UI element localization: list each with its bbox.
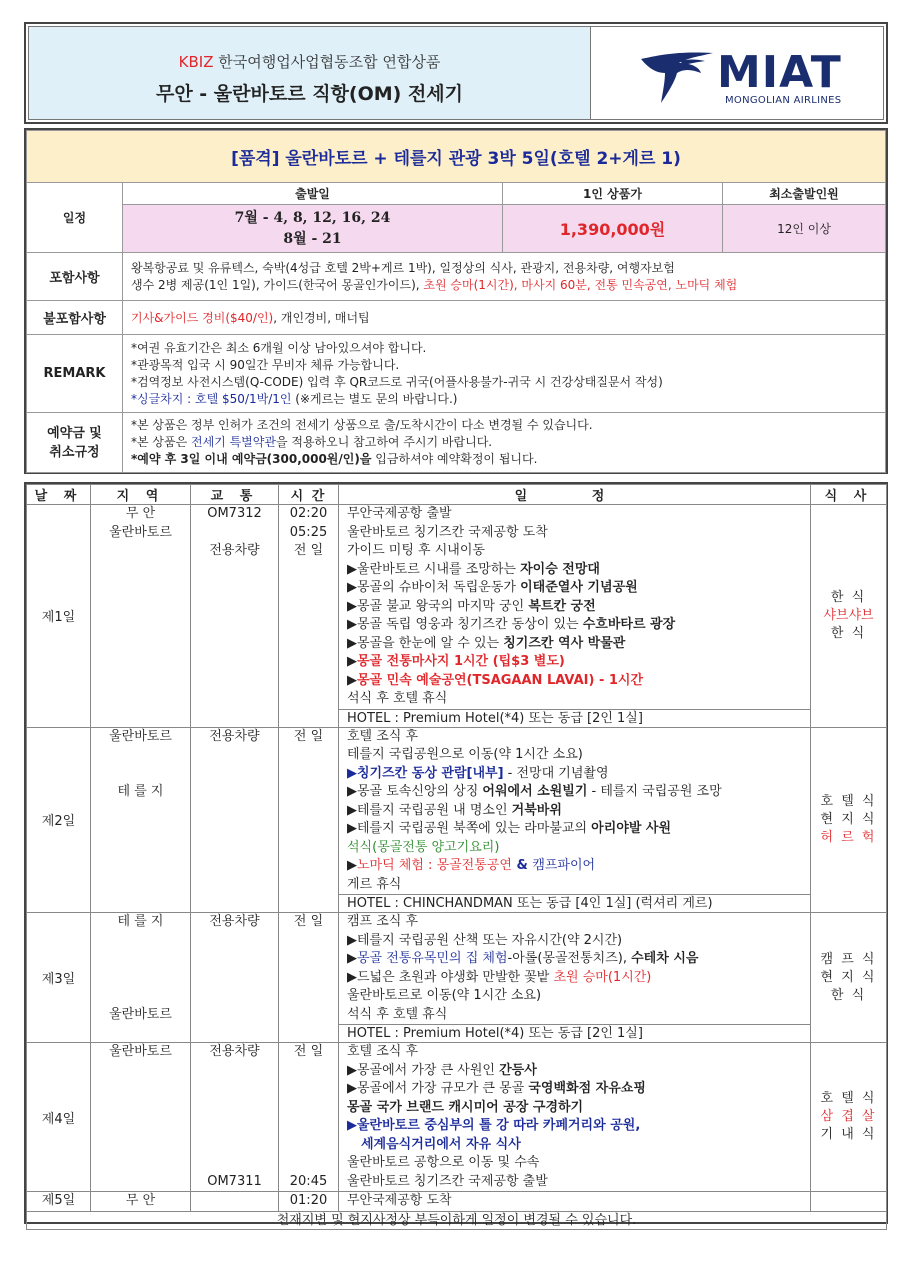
day-1-item-11: 석식 후 호텔 휴식 (347, 691, 448, 706)
deposit-rule: *예약 후 3일 이내 예약금(300,000원/인)을 (131, 452, 372, 466)
header-title-panel (29, 27, 591, 119)
day-2-item-4-a: ▶몽골 토속신앙의 상징 (347, 784, 483, 799)
schedule-row (27, 205, 886, 253)
price-value: 1,390,000원 (503, 205, 723, 253)
special-terms: 전세기 특별약관 (191, 435, 276, 449)
day-3-item-3 (339, 950, 810, 969)
header-frame (28, 26, 884, 120)
day-3-item-5: 울란바토르로 이동(약 1시간 소요) (347, 988, 542, 1003)
day-4-time-blank-1 (279, 1062, 338, 1081)
col-schedule: 일 정 (339, 485, 811, 505)
day-2-schedule (339, 727, 811, 913)
itinerary-table (26, 484, 887, 1230)
schedule-label: 일정 (27, 183, 123, 253)
deposit-rule-rest: 입금하셔야 예약확정이 됩니다. (371, 452, 538, 466)
included-line-2-a: 생수 2병 제공(1인 1일), 가이드(한국어 몽골인가이드), (131, 277, 424, 292)
day-2-hotel: HOTEL : CHINCHANDMAN 또는 동급 [4인 1실] (럭셔리 게르) (339, 894, 810, 912)
day-1-item-9-a: ▶ (347, 654, 357, 669)
itinerary-header-row (27, 485, 887, 505)
cancel-label-line-1: 예약금 및 (47, 425, 102, 441)
day-5-label: 제5일 (27, 1192, 91, 1212)
day-3-region-1: 테 를 지 (117, 914, 164, 929)
price-header: 1인 상품가 (503, 183, 723, 205)
day-1-item-3: 가이드 미팅 후 시내이동 (347, 543, 485, 558)
day-2-item-2: 테를지 국립공원으로 이동(약 1시간 소요) (347, 747, 583, 762)
day-3-item-4 (339, 969, 810, 988)
product-title-row (27, 131, 886, 183)
day-4-time-blank-3 (279, 1099, 338, 1118)
remark-row (27, 335, 886, 413)
remark-line-4 (131, 391, 877, 408)
logo-subtext: MONGOLIAN AIRLINES (725, 95, 842, 106)
info-table (26, 130, 886, 473)
day-1-item-8-b: 칭기즈칸 역사 박물관 (503, 635, 626, 651)
day-4-region-1: 울란바토르 (109, 1044, 172, 1059)
day-4-region (91, 1043, 191, 1192)
cancel-line-2-a: *본 상품은 (131, 435, 191, 449)
day-2-item-6 (339, 820, 810, 839)
day-3-time-1: 전 일 (293, 914, 324, 929)
excluded-label: 불포함사항 (27, 301, 123, 335)
day-1-time-1: 02:20 (289, 506, 328, 521)
col-region: 지 역 (91, 485, 191, 505)
day-2-item-8-and: & (511, 858, 533, 873)
day-2-item-5 (339, 802, 810, 821)
day-1-region-2: 울란바토르 (109, 524, 172, 540)
day-3-region-blank-1 (91, 932, 190, 951)
excluded-text (123, 301, 886, 335)
day-4-time (279, 1043, 339, 1192)
day-2-vehicle: 전용차량 (209, 728, 260, 744)
day-2-breakfast: 호 텔 식 (820, 793, 877, 809)
included-text (123, 253, 886, 301)
day-3-region-2: 울란바토르 (109, 1006, 172, 1022)
day-4-transport-blank-4 (191, 1117, 278, 1136)
day-1-flight: OM7312 (207, 506, 262, 521)
header-subtitle (29, 51, 590, 72)
day-1-lunch: 샤브샤브 (823, 607, 874, 623)
day-3-region-blank-4 (91, 987, 190, 1006)
included-line-2 (131, 277, 877, 294)
day-3-schedule (339, 913, 811, 1043)
day-1-item-8 (339, 635, 810, 654)
footer-notice: 천재지변 및 현지사정상 부득이하게 일정이 변경될 수 있습니다. (27, 1211, 887, 1229)
day-1-label: 제1일 (27, 505, 91, 728)
day-4-time-blank-5 (279, 1136, 338, 1155)
cancel-text (123, 413, 886, 473)
day-2-label: 제2일 (27, 727, 91, 913)
day-2-item-3 (339, 765, 810, 784)
day-1-item-6-a: ▶몽골 불교 왕국의 마지막 궁인 (347, 598, 529, 614)
included-line-2-highlight: 초원 승마(1시간), 마사지 60분, 전통 민속공연, 노마딕 체험 (423, 277, 738, 292)
excluded-guide-fee: 기사&가이드 경비($40/인) (131, 311, 274, 325)
day-4-item-2 (339, 1062, 810, 1081)
day-2-item-5-a: ▶테를지 국립공원 내 명소인 (347, 802, 512, 818)
day-1-schedule (339, 505, 811, 728)
day-1-item-4-a: ▶울란바토르 시내를 조망하는 (347, 561, 521, 577)
day-3-row (27, 913, 887, 1043)
day-2-item-4 (339, 783, 810, 802)
day-3-hotel: HOTEL : Premium Hotel(*4) 또는 동급 [2인 1실] (339, 1024, 810, 1042)
day-4-item-8: 울란바토르 칭기즈칸 국제공항 출발 (347, 1173, 548, 1189)
day-4-time-blank-4 (279, 1117, 338, 1136)
day-1-time-3: 전 일 (293, 543, 324, 558)
day-1-hotel: HOTEL : Premium Hotel(*4) 또는 동급 [2인 1실] (339, 709, 810, 727)
day-3-transport (191, 913, 279, 1043)
day-1-item-8-a: ▶몽골을 한눈에 알 수 있는 (347, 635, 504, 651)
excluded-row (27, 301, 886, 335)
day-4-row (27, 1043, 887, 1192)
day-3-region-blank-3 (91, 969, 190, 988)
logo-wordmark: MIAT (717, 47, 842, 98)
day-4-transport-blank-6 (191, 1154, 278, 1173)
day-1-time (279, 505, 339, 728)
day-4-transport-blank-3 (191, 1099, 278, 1118)
min-people-header: 최소출발인원 (723, 183, 886, 205)
day-2-item-4-b: 어워에서 소원빌기 (482, 784, 588, 799)
day-1-item-7-a: ▶몽골 독립 영웅과 칭기즈칸 동상이 있는 (347, 617, 583, 632)
day-1-row (27, 505, 887, 728)
day-3-item-3-a: ▶ (347, 951, 357, 966)
included-row (27, 253, 886, 301)
day-2-region-blank-2 (91, 765, 190, 784)
day-4-label: 제4일 (27, 1043, 91, 1192)
day-2-time (279, 727, 339, 913)
day-2-item-5-b: 거북바위 (511, 802, 562, 818)
cancel-label-line-2: 취소규정 (49, 444, 100, 460)
day-3-horse-riding: 초원 승마(1시간) (553, 969, 652, 985)
departure-header: 출발일 (123, 183, 503, 205)
remark-line-3: *검역정보 사전시스템(Q-CODE) 입력 후 QR코드로 귀국(어플사용불가-귀국 시 건강상태질문서 작성) (131, 374, 663, 389)
day-4-item-2-b: 간등사 (499, 1062, 537, 1078)
remark-label: REMARK (27, 335, 123, 413)
day-3-item-3-c: -아롤(몽골전통치즈), (507, 951, 632, 966)
product-info (24, 128, 888, 474)
day-4-lunch: 삼 겹 살 (820, 1109, 877, 1124)
day-2-transport (191, 727, 279, 913)
day-1-meals (811, 505, 887, 728)
remark-text (123, 335, 886, 413)
day-1-region (91, 505, 191, 728)
day-3-meals (811, 913, 887, 1043)
day-5-schedule (339, 1192, 811, 1212)
remark-line-2: *관광목적 입국 시 90일간 무비자 체류 가능합니다. (131, 357, 400, 372)
day-2-dinner-note: 석식(몽골전통 양고기요리) (347, 839, 500, 855)
col-time: 시 간 (279, 485, 339, 505)
excluded-others: , 개인경비, 매너팁 (273, 311, 370, 325)
day-4-vehicle: 전용차량 (209, 1044, 260, 1059)
day-4-item-4: 몽골 국가 브랜드 캐시미어 공장 구경하기 (347, 1099, 584, 1115)
min-people-value: 12인 이상 (723, 205, 886, 253)
col-date: 날 짜 (27, 485, 91, 505)
dates-july: 7월 - 4, 8, 12, 16, 24 (234, 209, 391, 226)
col-transport: 교 통 (191, 485, 279, 505)
day-4-time-1: 전 일 (293, 1044, 324, 1059)
dates-august: 8월 - 21 (283, 230, 342, 247)
day-2-statue: 칭기즈칸 동상 관람[내부] (357, 765, 504, 781)
day-1-item-6 (339, 598, 810, 617)
schedule-header-row (27, 183, 886, 205)
day-1-time-2: 05:25 (289, 524, 328, 540)
day-4-transport-blank-2 (191, 1080, 278, 1099)
day-5-row (27, 1192, 887, 1212)
day-1-item-6-b: 복트칸 궁전 (528, 598, 596, 614)
day-4-time-blank-2 (279, 1080, 338, 1099)
day-4-item-5-a: ▶ (347, 1118, 357, 1133)
day-3-region (91, 913, 191, 1043)
day-3-nomad-home: 몽골 전통유목민의 집 체험 (357, 951, 508, 966)
day-2-lunch: 현 지 식 (820, 811, 877, 827)
day-1-folk-show: 몽골 민속 예술공연(TSAGAAN LAVAI) - 1시간 (357, 672, 644, 688)
day-2-item-6-b: 아리야발 사원 (591, 821, 672, 836)
day-4-item-3 (339, 1080, 810, 1099)
cancel-line-3 (131, 451, 877, 468)
product-title: [품격] 울란바토르 + 테를지 관광 3박 5일(호텔 2+게르 1) (27, 131, 886, 183)
day-4-food-street: 세계음식거리에서 자유 식사 (361, 1136, 521, 1152)
included-label: 포함사항 (27, 253, 123, 301)
day-1-massage: 몽골 전통마사지 1시간 (팁$3 별도) (357, 654, 565, 669)
header-banner (24, 22, 888, 124)
day-2-item-9: 게르 휴식 (347, 876, 402, 892)
day-1-dinner: 한 식 (830, 625, 867, 641)
day-1-item-2: 울란바토르 칭기즈칸 국제공항 도착 (347, 524, 548, 540)
day-1-item-1: 무안국제공항 출발 (347, 506, 452, 521)
miat-logo (639, 47, 854, 107)
day-4-cafe-street: 울란바토르 중심부의 톨 강 따라 카페거리와 공원, (357, 1118, 641, 1133)
day-3-item-1: 캠프 조식 후 (347, 914, 419, 929)
day-4-transport-blank-1 (191, 1062, 278, 1081)
day-2-item-8 (339, 857, 810, 876)
day-3-item-6: 석식 후 호텔 휴식 (347, 1006, 448, 1022)
day-4-item-2-a: ▶몽골에서 가장 큰 사원인 (347, 1062, 500, 1078)
day-2-item-1: 호텔 조식 후 (347, 728, 419, 744)
day-2-item-8-a: ▶ (347, 858, 357, 873)
footer-row (27, 1211, 887, 1229)
day-1-item-7 (339, 616, 810, 635)
day-3-lunch: 현 지 식 (820, 969, 877, 985)
day-1-item-4 (339, 561, 810, 580)
day-4-item-1: 호텔 조식 후 (347, 1044, 419, 1059)
cancel-line-2 (131, 434, 877, 451)
day-4-item-7: 울란바토르 공항으로 이동 및 수속 (347, 1155, 540, 1170)
day-3-item-4-a: ▶드넓은 초원과 야생화 만발한 꽃밭 (347, 969, 554, 985)
day-1-item-5-b: 이태준열사 기념공원 (520, 580, 638, 595)
day-3-region-blank-2 (91, 950, 190, 969)
day-4-item-3-b: 국영백화점 자유쇼핑 (528, 1081, 646, 1096)
day-2-meals (811, 727, 887, 913)
day-5-item-1: 무안국제공항 도착 (347, 1193, 452, 1208)
association-label: 한국여행업사업협동조합 연합상품 (213, 53, 441, 71)
single-charge: *싱글차지 : 호텔 $50/1박/1인 (131, 391, 292, 406)
day-4-dinner: 기 내 식 (820, 1127, 877, 1142)
day-4-departure-time: 20:45 (289, 1173, 328, 1189)
single-charge-note: (※게르는 별도 문의 바랍니다.) (291, 391, 458, 406)
day-2-nomadic: 노마딕 체험 : 몽골전통공연 (357, 858, 512, 873)
bird-icon (639, 47, 729, 107)
day-4-flight: OM7311 (207, 1173, 262, 1189)
day-2-region (91, 727, 191, 913)
day-1-breakfast: 한 식 (830, 589, 867, 605)
departure-dates (123, 205, 503, 253)
day-3-vehicle: 전용차량 (209, 914, 260, 929)
day-3-time (279, 913, 339, 1043)
day-1-item-5 (339, 579, 810, 598)
day-1-region-1: 무 안 (125, 506, 156, 521)
day-3-dinner: 한 식 (830, 987, 867, 1003)
day-4-meals (811, 1043, 887, 1192)
day-1-item-10-a: ▶ (347, 672, 357, 688)
day-5-time: 01:20 (279, 1192, 339, 1212)
day-4-transport (191, 1043, 279, 1192)
day-5-transport (191, 1192, 279, 1212)
day-4-breakfast: 호 텔 식 (820, 1091, 877, 1106)
kbiz-label: KBIZ (178, 53, 214, 71)
itinerary (24, 482, 888, 1228)
day-1-item-4-b: 자이승 전망대 (520, 561, 600, 577)
day-2-item-3-c: - 전망대 기념촬영 (503, 765, 609, 781)
day-1-item-9 (339, 653, 810, 672)
day-3-breakfast: 캠 프 식 (820, 951, 877, 967)
day-2-row (27, 727, 887, 913)
day-5-region: 무 안 (91, 1192, 191, 1212)
day-3-item-2: ▶테를지 국립공원 산책 또는 자유시간(약 2시간) (347, 932, 623, 948)
day-3-label: 제3일 (27, 913, 91, 1043)
day-4-item-5 (339, 1117, 810, 1136)
day-1-item-5-a: ▶몽골의 슈바이처 독립운동가 (347, 580, 521, 595)
day-4-time-blank-6 (279, 1154, 338, 1173)
day-2-dinner: 허 르 헉 (820, 829, 877, 845)
day-2-campfire: 캠프파이어 (532, 858, 596, 873)
day-2-region-2: 테 를 지 (117, 784, 164, 799)
col-meal: 식 사 (811, 485, 887, 505)
day-1-item-10 (339, 672, 810, 691)
remark-line-1: *여권 유효기간은 최소 6개월 이상 남아있으셔야 합니다. (131, 340, 427, 355)
day-2-region-1: 울란바토르 (109, 728, 172, 744)
day-3-milk-tea: 수테차 시음 (631, 951, 699, 966)
cancel-row (27, 413, 886, 473)
day-1-transport (191, 505, 279, 728)
included-line-1: 왕복항공료 및 유류텍스, 숙박(4성급 호텔 2박+게르 1박), 일정상의 식사, 관광지, 전용차량, 여행자보험 (131, 260, 675, 275)
cancel-line-2-c: 을 적용하오니 참고하여 주시기 바랍니다. (275, 435, 493, 449)
day-2-item-6-a: ▶테를지 국립공원 북쪽에 있는 라마불교의 (347, 821, 592, 836)
cancel-line-1: *본 상품은 정부 인허가 조건의 전세기 상품으로 출/도착시간이 다소 변경될 수 있습니다. (131, 418, 593, 432)
cancel-label (27, 413, 123, 473)
header-title: 무안 - 울란바토르 직항(OM) 전세기 (155, 83, 464, 105)
day-2-region-blank-1 (91, 746, 190, 765)
day-1-transport-blank (191, 524, 278, 543)
day-4-transport-blank-5 (191, 1136, 278, 1155)
day-2-time-1: 전 일 (293, 728, 324, 744)
day-4-item-3-a: ▶몽골에서 가장 규모가 큰 몽골 (347, 1081, 529, 1096)
day-2-item-3-a: ▶ (347, 765, 357, 781)
day-1-item-7-b: 수흐바타르 광장 (582, 617, 676, 632)
day-1-vehicle: 전용차량 (209, 543, 260, 558)
day-2-item-4-c: - 테를지 국립공원 조망 (587, 784, 722, 799)
day-5-meals (811, 1192, 887, 1212)
day-4-schedule (339, 1043, 811, 1192)
